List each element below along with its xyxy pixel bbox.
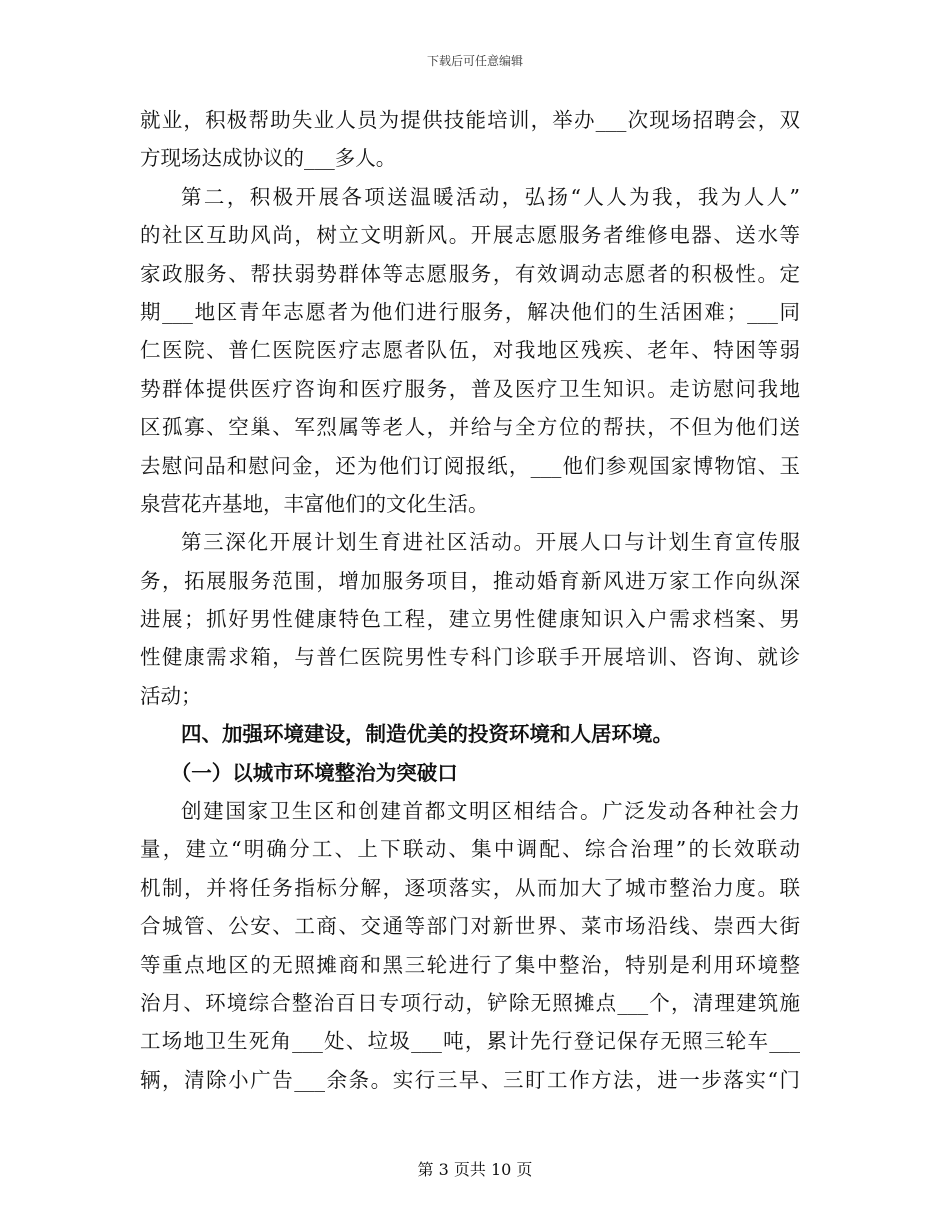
paragraph-line: 创建国家卫生区和创建首都文明区相结合。广泛发动各种社会力: [181, 799, 800, 824]
paragraph-line: 区孤寡、空巢、军烈属等老人，并给与全方位的帮扶，不但为他们送: [140, 415, 800, 440]
paragraph-line: 治月、环境综合整治百日专项行动，铲除无照摊点___个，清理建筑施: [140, 990, 800, 1015]
paragraph-line: 进展；抓好男性健康特色工程，建立男性健康知识入户需求档案、男: [140, 607, 800, 632]
paragraph-line: 工场地卫生死角___处、垃圾___吨，累计先行登记保存无照三轮车___: [140, 1029, 800, 1054]
paragraph-line: 第二，积极开展各项送温暖活动，弘扬“人人为我，我为人人”: [181, 184, 800, 209]
paragraph-line: 方现场达成协议的___多人。: [140, 146, 397, 171]
paragraph-line: 合城管、公安、工商、交通等部门对新世界、菜市场沿线、崇西大街: [140, 914, 800, 939]
paragraph-line: 务，拓展服务范围，增加服务项目，推动婚育新风进万家工作向纵深: [140, 568, 800, 593]
paragraph-line: 仁医院、普仁医院医疗志愿者队伍，对我地区残疾、老年、特困等弱: [140, 338, 800, 363]
paragraph-line: 家政服务、帮扶弱势群体等志愿服务，有效调动志愿者的积极性。定: [140, 261, 800, 286]
document-body: [140, 101, 800, 1099]
paragraph-line: 等重点地区的无照摊商和黑三轮进行了集中整治，特别是利用环境整: [140, 952, 800, 977]
paragraph-line: 的社区互助风尚，树立文明新风。开展志愿服务者维修电器、送水等: [140, 223, 800, 248]
paragraph-line: 量，建立“明确分工、上下联动、集中调配、综合治理”的长效联动: [140, 837, 800, 862]
page-header: 下载后可任意编辑: [426, 54, 523, 68]
page-footer: 第 3 页共 10 页: [417, 1160, 533, 1179]
section-heading: （一）以城市环境整治为突破口: [170, 760, 458, 785]
paragraph-line: 泉营花卉基地，丰富他们的文化生活。: [140, 491, 489, 516]
paragraph-line: 去慰问品和慰问金，还为他们订阅报纸，___他们参观国家博物馆、玉: [140, 453, 800, 478]
paragraph-line: 活动；: [140, 683, 202, 708]
section-heading: 四、加强环境建设，制造优美的投资环境和人居环境。: [181, 722, 673, 747]
paragraph-line: 第三深化开展计划生育进社区活动。开展人口与计划生育宣传服: [181, 530, 800, 555]
paragraph-line: 辆，清除小广告___余条。实行三早、三盯工作方法，进一步落实“门: [140, 1067, 800, 1092]
paragraph-line: 就业，积极帮助失业人员为提供技能培训，举办___次现场招聘会，双: [140, 108, 800, 132]
paragraph-line: 机制，并将任务指标分解，逐项落实，从而加大了城市整治力度。联: [140, 875, 800, 900]
paragraph-line: 性健康需求箱，与普仁医院男性专科门诊联手开展培训、咨询、就诊: [140, 645, 800, 670]
paragraph-line: 势群体提供医疗咨询和医疗服务，普及医疗卫生知识。走访慰问我地: [140, 376, 800, 401]
paragraph-line: 期___地区青年志愿者为他们进行服务，解决他们的生活困难；___同: [140, 299, 800, 324]
